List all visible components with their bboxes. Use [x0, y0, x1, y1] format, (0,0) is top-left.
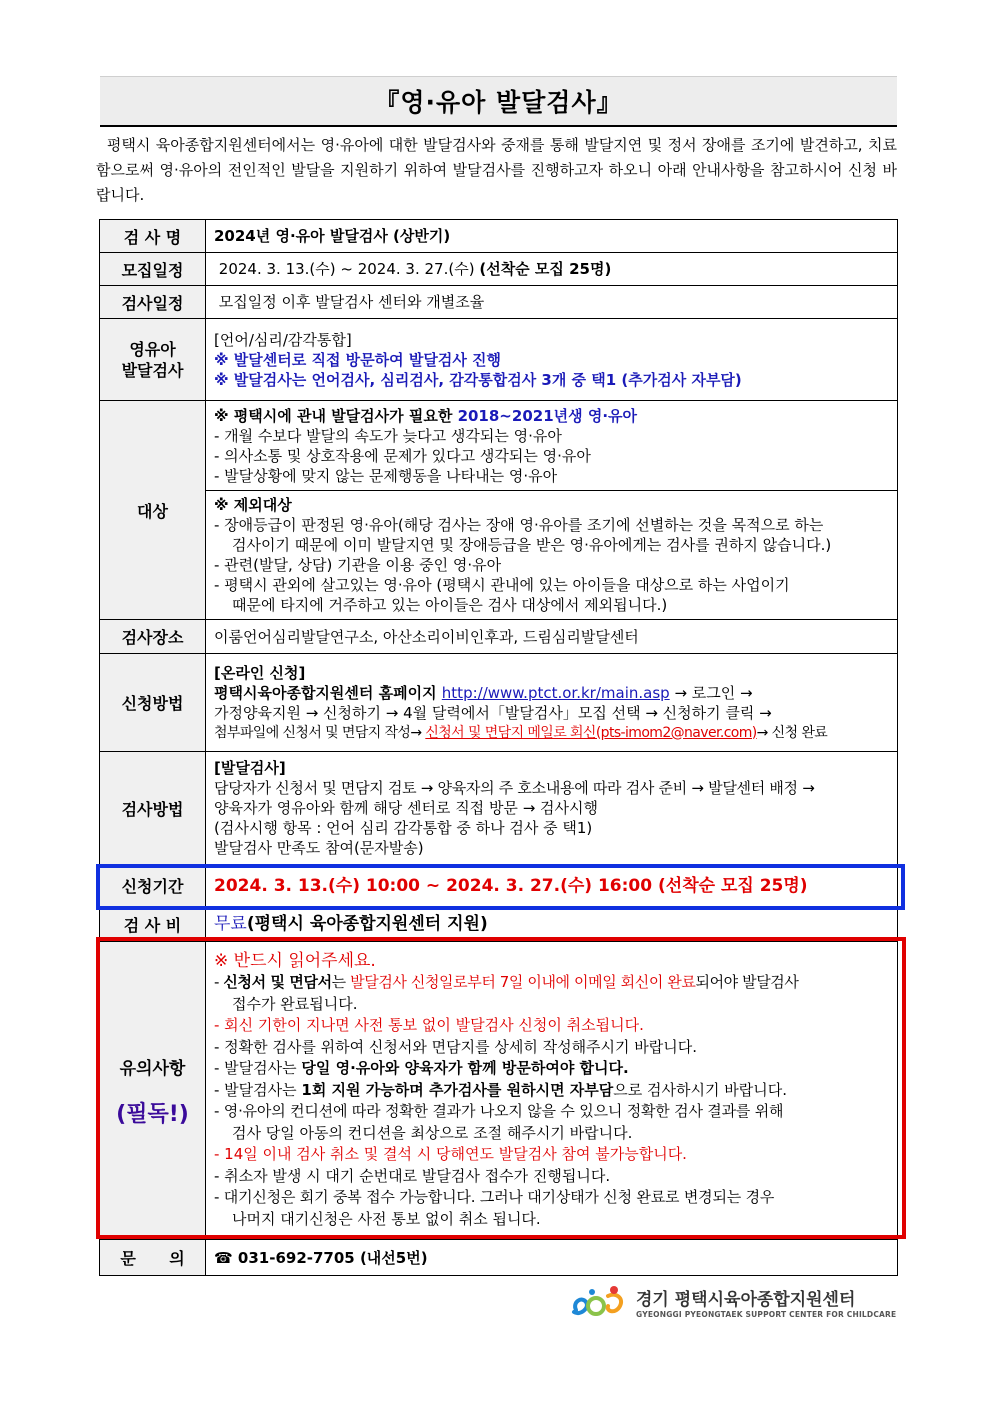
row-fee: [100, 907, 898, 942]
org-name-en: GYEONGGI PYEONGTAEK SUPPORT CENTER FOR CHILDCARE: [636, 1310, 897, 1319]
row-period: [100, 865, 898, 907]
method-line4: (검사시행 항목 : 언어 심리 감각통합 중 하나 검사 중 택1): [214, 819, 593, 837]
label-apply: 신청방법: [100, 654, 206, 752]
row-contact: [100, 1240, 898, 1276]
method-line5: 발달검사 만족도 참여(문자발송): [214, 839, 424, 857]
value-name: 2024년 영·유아 발달검사 (상반기): [206, 220, 898, 253]
notice-6b: 검사 당일 아동의 컨디션을 최상으로 조절 해주시기 바랍니다.: [232, 1123, 633, 1142]
value-apply: [206, 654, 898, 752]
exclusion-head: ※ 제외대상: [214, 496, 292, 514]
notice-8: - 취소자 발생 시 대기 순번대로 발달검사 접수가 진행됩니다.: [214, 1166, 611, 1185]
value-contact: ☎ 031-692-7705 (내선5번): [206, 1240, 898, 1276]
label-fee: 검 사 비: [100, 907, 206, 942]
label-schedule: 검사일정: [100, 286, 206, 319]
homepage-link[interactable]: http://www.ptct.or.kr/main.asp: [441, 683, 670, 702]
label-target: 대상: [100, 401, 206, 620]
row-target: [100, 401, 898, 491]
method-line1: [발달검사]: [214, 759, 286, 777]
value-types: [206, 319, 898, 401]
label-period: 신청기간: [100, 865, 206, 907]
row-schedule: [100, 286, 898, 319]
row-method: [100, 752, 898, 865]
org-logo: [570, 1282, 900, 1322]
org-name-ko: 경기 평택시육아종합지원센터: [636, 1290, 856, 1310]
value-recruit: 2024. 3. 13.(수) ~ 2024. 3. 27.(수) (선착순 모집 25명): [206, 253, 898, 286]
row-name: [100, 220, 898, 253]
value-fee: 무료(평택시 육아종합지원센터 지원): [206, 907, 898, 942]
label-place: 검사장소: [100, 620, 206, 654]
method-line3: 양육자가 영유아와 함께 해당 센터로 직접 방문 → 검사시행: [214, 799, 598, 817]
value-target: [206, 401, 898, 491]
value-place: 이룸언어심리발달연구소, 아산소리이비인후과, 드림심리발달센터: [206, 620, 898, 654]
email-reply-link[interactable]: 신청서 및 면담지 메일로 회신(pts-imom2@naver.com): [425, 724, 757, 741]
exclusion-3b: 때문에 타지에 거주하고 있는 아이들은 검사 대상에서 제외됩니다.): [232, 596, 668, 614]
label-recruit: 모집일정: [100, 253, 206, 286]
label-name: 검 사 명: [100, 220, 206, 253]
row-types: [100, 319, 898, 401]
target-item-1: - 개월 수보다 발달의 속도가 늦다고 생각되는 영·유아: [214, 426, 562, 445]
notice-3: - 정확한 검사를 위하여 신청서와 면담지를 상세히 작성해주시기 바랍니다.: [214, 1037, 698, 1056]
must-read-label: (필독!): [116, 1101, 189, 1127]
apply-line2: 평택시육아종합지원센터 홈페이지 http://www.ptct.or.kr/main.asp → 로그인 →: [214, 683, 753, 702]
target-head: ※ 평택시에 관내 발달검사가 필요한 2018~2021년생 영·유아: [214, 406, 637, 425]
exclusion-3: - 평택시 관외에 살고있는 영·유아 (평택시 관내에 있는 아이들을 대상으로 하는 사업이기: [214, 576, 790, 594]
value-period: 2024. 3. 13.(수) 10:00 ~ 2024. 3. 27.(수) 16:00 (선착순 모집 25명): [206, 865, 898, 907]
notice-head: ※ 반드시 읽어주세요.: [214, 950, 376, 971]
row-recruit: [100, 253, 898, 286]
row-notice: [100, 942, 898, 1240]
row-apply: [100, 654, 898, 752]
types-line3: ※ 발달검사는 언어검사, 심리검사, 감각통합검사 3개 중 택1 (추가검사 자부담): [214, 370, 742, 389]
label-method: 검사방법: [100, 752, 206, 865]
apply-line3: 가정양육지원 → 신청하기 → 4월 달력에서「발달검사」모집 선택 → 신청하기 클릭 →: [214, 703, 772, 722]
target-item-2: - 의사소통 및 상호작용에 문제가 있다고 생각되는 영·유아: [214, 446, 591, 465]
types-line2: ※ 발달센터로 직접 방문하여 발달검사 진행: [214, 350, 502, 369]
row-place: [100, 620, 898, 654]
label-notice: 유의사항 (필독!): [100, 942, 206, 1240]
value-notice: [206, 942, 898, 1240]
apply-line1: [온라인 신청]: [214, 663, 306, 682]
page-title: 『영·유아 발달검사』: [100, 76, 897, 127]
notice-4: - 발달검사는 당일 영·유아와 양육자가 함께 방문하여야 합니다.: [214, 1059, 629, 1078]
childcare-logo-icon: [570, 1282, 630, 1322]
exclusion-1: - 장애등급이 판정된 영·유아(해당 검사는 장애 영·유아를 조기에 선별하는 것을 목적으로 하는: [214, 516, 824, 534]
method-line2: 담당자가 신청서 및 면담지 검토 → 양육자의 주 호소내용에 따라 검사 준비 → 발달센터 배정 →: [214, 779, 815, 797]
notice-1b: 접수가 완료됩니다.: [232, 994, 358, 1013]
types-line1: [언어/심리/감각통합]: [214, 330, 352, 349]
notice-7: - 14일 이내 검사 취소 및 결석 시 당해연도 발달검사 참여 불가능합니다.: [214, 1145, 687, 1164]
apply-line4: 첨부파일에 신청서 및 면담지 작성→ 신청서 및 면담지 메일로 회신(pts-imom2@naver.com)→ 신청 완료: [214, 724, 828, 741]
notice-6: - 영·유아의 컨디션에 따라 정확한 결과가 나오지 않을 수 있으니 정확한 검사 결과를 위해: [214, 1102, 784, 1121]
label-contact: 문 의: [100, 1240, 206, 1276]
exclusion-1b: 검사이기 때문에 이미 발달지연 및 장애등급을 받은 영·유아에게는 검사를 권하지 않습니다.): [232, 536, 832, 554]
value-method: [206, 752, 898, 865]
exclusion-2: - 관련(발달, 상담) 기관을 이용 중인 영·유아: [214, 556, 502, 574]
notice-1: - 신청서 및 면담서는 발달검사 신청일로부터 7일 이내에 이메일 회신이 완료되어야 발달검사: [214, 973, 799, 992]
value-exclusion: [206, 491, 898, 620]
label-types: 영유아 발달검사: [100, 319, 206, 401]
target-item-3: - 발달상황에 맞지 않는 문제행동을 나타내는 영·유아: [214, 466, 558, 485]
notice-5: - 발달검사는 1회 지원 가능하며 추가검사를 원하시면 자부담으로 검사하시기 바랍니다.: [214, 1080, 787, 1099]
value-schedule: 모집일정 이후 발달검사 센터와 개별조율: [206, 286, 898, 319]
row-exclusion: [100, 491, 898, 620]
notice-9b: 나머지 대기신청은 사전 통보 없이 취소 됩니다.: [232, 1209, 541, 1228]
intro-paragraph: 평택시 육아종합지원센터에서는 영·유아에 대한 발달검사와 중재를 통해 발달지연 및 정서 장애를 조기에 발견하고, 치료함으로써 영·유아의 전인적인 발달을 지원하기 위하여 발달검사를 진행하고자 하오니 아래 안내사항을 참고하시어 신청 바랍니다.: [96, 136, 897, 204]
info-table: [99, 219, 898, 1276]
notice-9: - 대기신청은 회기 중복 접수 가능합니다. 그러나 대기상태가 신청 완료로 변경되는 경우: [214, 1188, 775, 1207]
notice-2: - 회신 기한이 지나면 사전 통보 없이 발달검사 신청이 취소됩니다.: [214, 1016, 644, 1035]
